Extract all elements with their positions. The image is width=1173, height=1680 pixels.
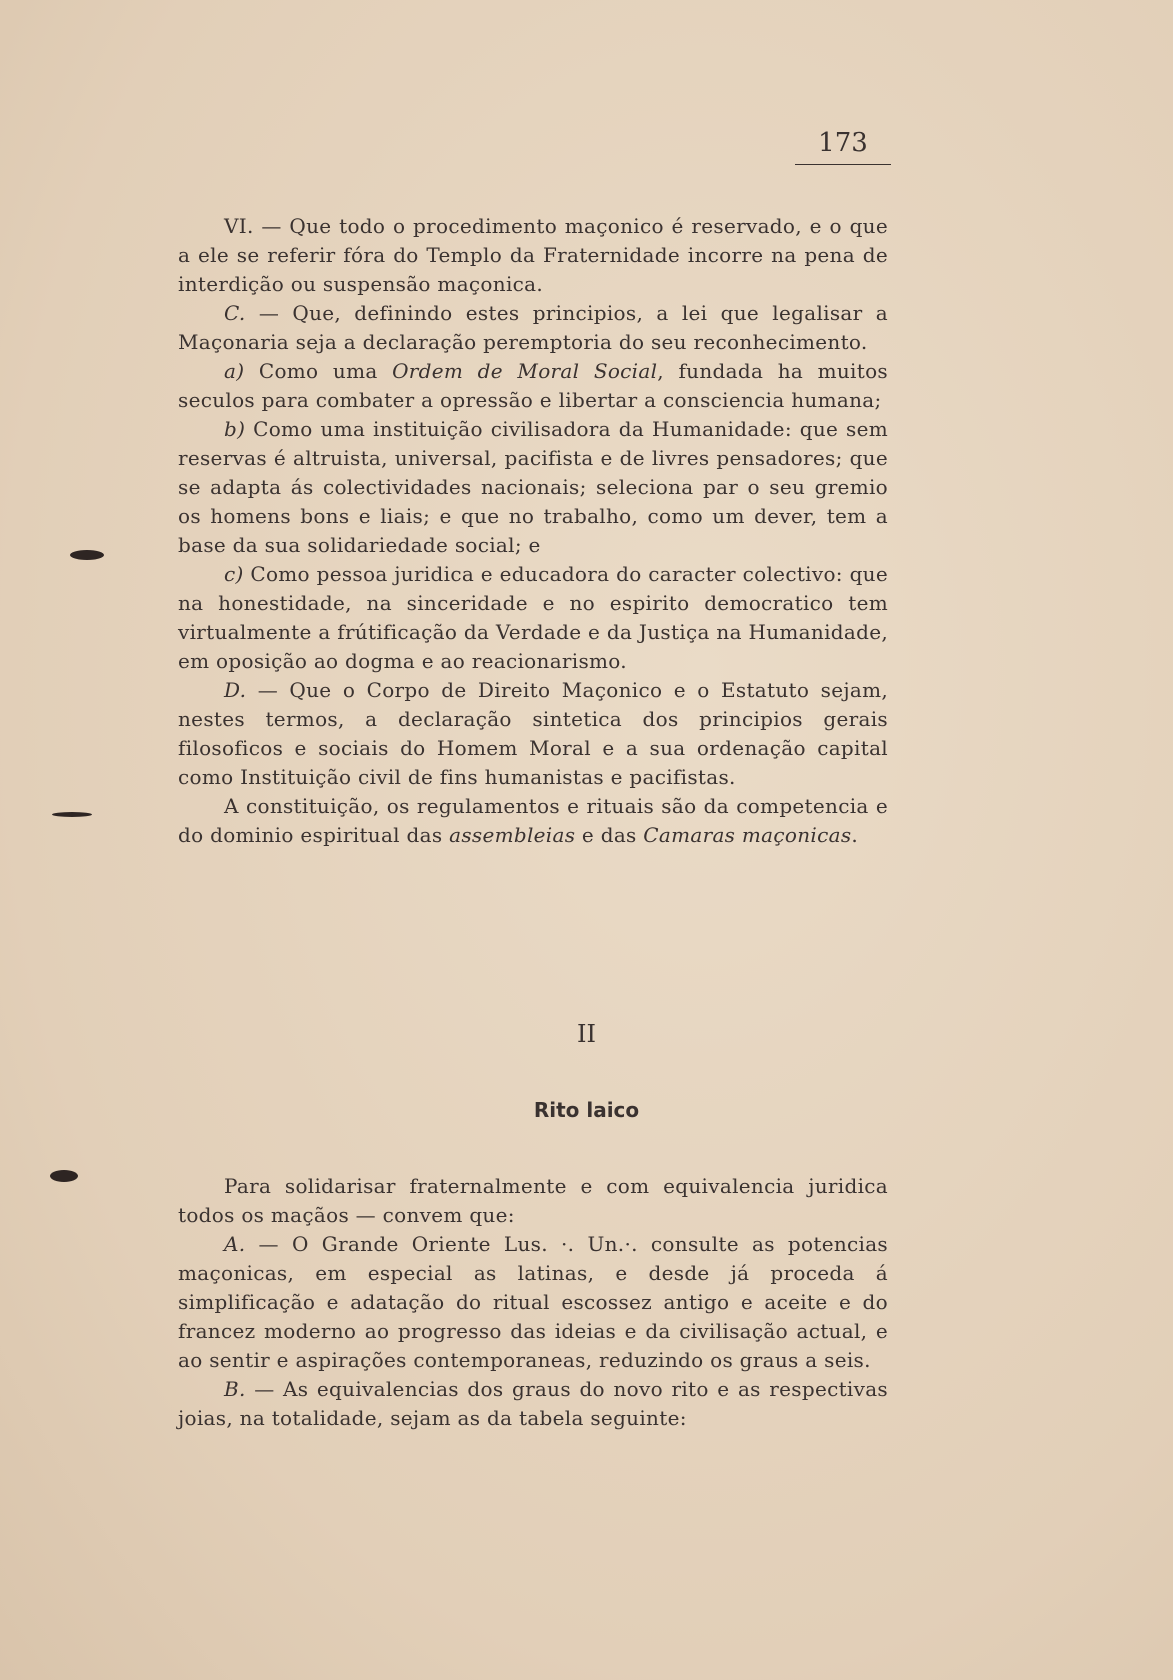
label-d: D. xyxy=(224,678,247,702)
text-constitution-italic1: assembleias xyxy=(449,823,576,847)
text-b: — As equivalencias dos graus do novo rito e as respectivas joias, na totalidade, sejam as da tabela seguinte: xyxy=(178,1377,888,1430)
paragraph-intro: Para solidarisar fraternalmente e com equivalencia juridica todos os maçãos — convem que: xyxy=(178,1174,888,1227)
text-item-b: Como uma instituição civilisadora da Humanidade: que sem reservas é altruista, universal, pacifista e de livres pensadores; que se adapta ás colectividades nacionais; seleciona par o seu gremio os homens bons e liais; e que no trabalho, como um dever, tem a base da sua solidariedade social; e xyxy=(178,417,888,557)
paragraph-c xyxy=(178,299,888,357)
label-vi: VI. xyxy=(224,214,254,238)
label-item-a: a) xyxy=(224,359,245,383)
text-item-a-pre: Como uma xyxy=(244,359,393,383)
binding-hole-mark xyxy=(52,812,92,817)
text-c: — Que, definindo estes principios, a lei que legalisar a Maçonaria seja a declaração peremptoria do seu reconhecimento. xyxy=(178,301,888,354)
paragraph-vi xyxy=(178,212,888,299)
text-item-a-post: , fundada ha muitos seculos para combater a opressão e libertar a consciencia humana; xyxy=(178,359,888,412)
text-d: — Que o Corpo de Direito Maçonico e o Estatuto sejam, nestes termos, a declaração sintetica dos principios gerais filosoficos e sociais do Homem Moral e a sua ordenação capital como Instituição civil de fins humanistas e pacifistas. xyxy=(178,678,888,789)
label-item-c: c) xyxy=(224,562,244,586)
page-number: 173 xyxy=(795,128,891,165)
text-constitution-mid: e das xyxy=(575,823,644,847)
text-item-a-italic: Ordem de Moral Social xyxy=(392,359,658,383)
binding-hole-mark xyxy=(50,1170,78,1182)
text-a: — O Grande Oriente Lus. ·. Un.·. consulte as potencias maçonicas, em especial as latinas, e desde já proceda á simplificação e adatação do ritual escossez antigo e aceite e do francez moderno ao progresso das ideias e da civilisação actual, e ao sentir e aspirações contemporaneas, reduzindo os graus a seis. xyxy=(178,1232,888,1372)
section-title: Rito laico xyxy=(533,1098,640,1122)
secondary-text-block xyxy=(178,1172,888,1433)
main-text-block xyxy=(178,212,888,850)
paragraph-b xyxy=(178,1375,888,1433)
paragraph-d xyxy=(178,676,888,792)
label-item-b: b) xyxy=(224,417,246,441)
binding-hole-mark xyxy=(70,550,104,560)
text-constitution-pre: A constituição, os regulamentos e rituais são da competencia e do dominio espiritual das xyxy=(178,794,888,847)
text-vi: — Que todo o procedimento maçonico é reservado, e o que a ele se referir fóra do Templo da Fraternidade incorre na pena de interdição ou suspensão maçonica. xyxy=(178,214,888,296)
text-constitution-italic2: Camaras maçonicas xyxy=(643,823,852,847)
paragraph-item-c xyxy=(178,560,888,676)
paragraph-item-b xyxy=(178,415,888,560)
section-numeral: II xyxy=(577,1020,596,1048)
label-c: C. xyxy=(224,301,246,325)
text-item-c: Como pessoa juridica e educadora do caracter colectivo: que na honestidade, na sinceridade e no espirito democratico tem virtualmente a frútificação da Verdade e da Justiça na Humanidade, em oposição ao dogma e ao reacionarismo. xyxy=(178,562,888,673)
label-a: A. xyxy=(224,1232,246,1256)
text-constitution-post: . xyxy=(851,823,859,847)
paragraph-a xyxy=(178,1230,888,1375)
paragraph-item-a xyxy=(178,357,888,415)
label-b: B. xyxy=(224,1377,246,1401)
paragraph-constitution xyxy=(178,792,888,850)
